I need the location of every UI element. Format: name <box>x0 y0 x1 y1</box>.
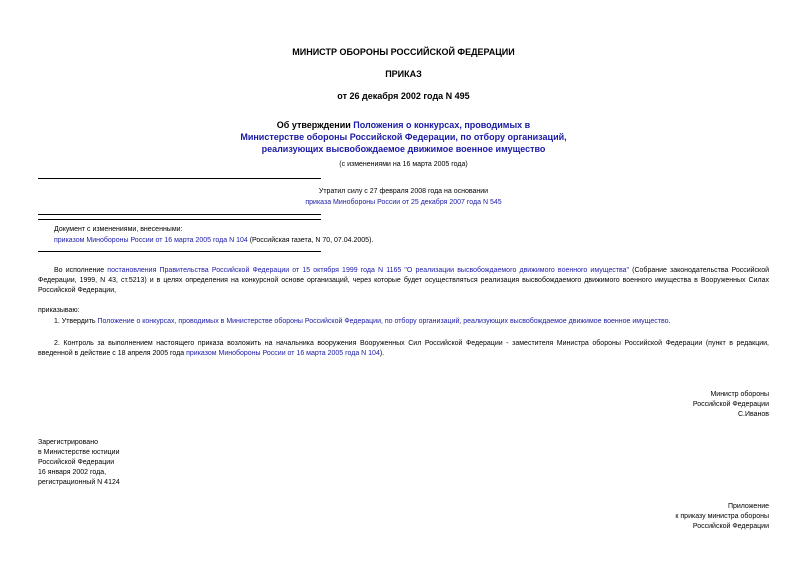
regulation-link[interactable]: Положение о конкурсах, проводимых в Министерстве обороны Российской Федерации, по отбору организаций, реализующих высвобождаемое движимое военное имущество <box>97 318 669 325</box>
registration-line-2: в Министерстве юстиции <box>38 449 120 456</box>
registration-line-5: регистрационный N 4124 <box>38 479 120 486</box>
amendments-link[interactable]: приказом Минобороны России от 16 марта 2005 года N 104 <box>54 237 248 244</box>
divider-3 <box>38 219 321 220</box>
appendix-block <box>569 502 769 532</box>
title-line-1 <box>0 119 807 131</box>
registration-line-3: Российской Федерации <box>38 459 115 466</box>
order-item-2 <box>38 339 769 359</box>
divider-2 <box>38 214 321 215</box>
government-decree-link[interactable]: постановления Правительства Российской Федерации от 15 октября 1999 года N 1165 "О реализации высвобождаемого движимого военного имущества" <box>107 267 630 274</box>
item2-text: 2. Контроль за выполнением настоящего приказа возложить на начальника вооружения Вооруженных Сил Российской Федерации - заместителя Министра обороны Российской Федерации (пункт в редакции, введенной в действие с 18 апреля 2005 года <box>38 340 769 357</box>
amendments-label: Документ с изменениями, внесенными: <box>54 226 183 233</box>
signature-line-1: Министр обороны <box>710 391 769 398</box>
divider-1 <box>38 178 321 179</box>
ministry-heading: МИНИСТР ОБОРОНЫ РОССИЙСКОЙ ФЕДЕРАЦИИ <box>292 47 515 57</box>
item1-suffix: . <box>668 318 671 325</box>
registration-line-1: Зарегистрировано <box>38 439 98 446</box>
item2-suffix: ). <box>379 350 385 357</box>
date-number-heading: от 26 декабря 2002 года N 495 <box>337 91 470 101</box>
signature-line-3: С.Иванов <box>737 411 769 418</box>
amendments-suffix: (Российская газета, N 70, 07.04.2005). <box>247 237 374 244</box>
title-link-part-3[interactable]: реализующих высвобождаемое движимое военное имущество <box>261 144 546 154</box>
preamble-paragraph <box>38 266 769 296</box>
item1-prefix: 1. Утвердить <box>54 318 98 325</box>
title-link-part-2[interactable]: Министерстве обороны Российской Федерации, по отбору организаций, <box>240 132 567 142</box>
title-link-part-1[interactable]: Положения о конкурсах, проводимых в <box>353 120 531 130</box>
preamble-suffix: (Собрание законодательства Российской Федерации, 1999, N 43, ст.5213) и в целях определения на конкурсной основе организаций, через которые будет осуществляться реализация высвобождаемого движимого военного имущества в Вооруженных Силах Российской Федерации, <box>38 267 770 294</box>
void-notice-line: Утратил силу с 27 февраля 2008 года на основании <box>318 188 489 195</box>
signature-block <box>569 390 769 420</box>
void-notice-link[interactable]: приказа Минобороны России от 25 декабря 2007 года N 545 <box>305 199 502 206</box>
document-title <box>0 119 807 155</box>
appendix-line-3: Российской Федерации <box>692 523 769 530</box>
title-prefix: Об утверждении <box>276 120 354 130</box>
order-word: приказываю: <box>38 307 80 314</box>
registration-line-4: 16 января 2002 года, <box>38 469 107 476</box>
signature-line-2: Российской Федерации <box>692 401 769 408</box>
appendix-line-2: к приказу министра обороны <box>675 513 769 520</box>
preamble-prefix: Во исполнение <box>54 267 108 274</box>
amendments-line <box>54 236 774 246</box>
changes-note: (с изменениями на 16 марта 2005 года) <box>339 161 468 168</box>
registration-block <box>38 438 238 488</box>
doc-type-heading: ПРИКАЗ <box>385 69 422 79</box>
amendment-order-link[interactable]: приказом Минобороны России от 16 марта 2005 года N 104 <box>186 350 380 357</box>
divider-4 <box>38 251 321 252</box>
order-item-1 <box>54 317 769 327</box>
appendix-line-1: Приложение <box>727 503 769 510</box>
